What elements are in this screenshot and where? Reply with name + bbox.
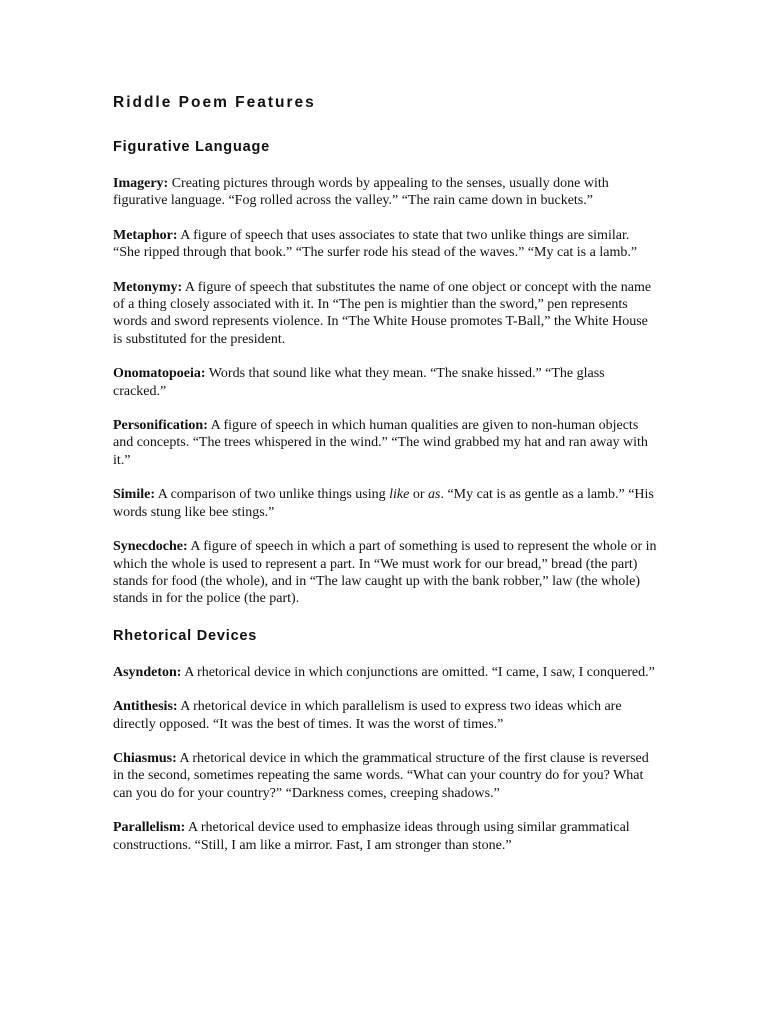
entry-definition-end: . “My cat is as gentle as a lamb.” “His words stung like bee stings.” — [113, 487, 654, 520]
entry-term: Chiasmus: — [113, 750, 177, 766]
entry-definition-start: A comparison of two unlike things using — [155, 487, 390, 503]
entry-term: Asyndeton: — [113, 664, 182, 680]
entry-chiasmus — [113, 750, 658, 802]
section-heading-figurative: Figurative Language — [113, 139, 270, 155]
entry-term: Metaphor: — [113, 227, 178, 243]
entry-imagery — [113, 175, 658, 210]
entry-definition-middle: or — [409, 487, 428, 503]
section-heading-rhetorical: Rhetorical Devices — [113, 627, 258, 644]
entry-metaphor — [113, 227, 658, 262]
entry-definition: A rhetorical device in which the grammatical structure of the first clause is reversed in the second, sometimes repeating the same words. “What can your country do for you? What can you do for your country?” “Darkness comes, creeping shadows.” — [113, 750, 649, 801]
document-page — [113, 90, 658, 871]
entry-term: Personification: — [113, 418, 208, 434]
entry-parallelism — [113, 819, 658, 854]
entry-term: Metonymy: — [113, 279, 183, 295]
entry-asyndeton — [113, 664, 658, 681]
entry-term: Onomatopoeia: — [113, 366, 206, 382]
entry-simile — [113, 486, 658, 521]
entry-definition: A figure of speech that uses associates to state that two unlike things are similar. “She ripped through that book.” “The surfer rode his stead of the waves.” “My cat is a lamb.” — [113, 227, 638, 261]
entry-term: Imagery: — [113, 176, 169, 191]
entry-definition: A figure of speech in which human qualities are given to non-human objects and concepts. “The trees whispered in the wind.” “The wind grabbed my hat and ran away with it.” — [113, 418, 648, 468]
entry-definition: A figure of speech that substitutes the name of one object or concept with the name of a thing closely associated with it. In “The pen is mightier than the sword,” pen represents words and sword represents violence. In “The White House promotes T-Ball,” the White House is substituted for the president. — [113, 279, 652, 347]
italic-word-as: as — [428, 487, 441, 503]
entry-definition: Creating pictures through words by appealing to the senses, usually done with figurative language. “Fog rolled across the valley.” “The rain came down in buckets.” — [113, 176, 609, 209]
italic-word-like: like — [389, 487, 410, 503]
entry-definition: A rhetorical device in which conjunctions are omitted. “I came, I saw, I conquered.” — [181, 664, 655, 680]
entry-onomatopoeia — [113, 365, 658, 400]
entry-definition: A rhetorical device used to emphasize ideas through using similar grammatical constructions. “Still, I am like a mirror. Fast, I am stronger than stone.” — [113, 820, 630, 853]
entry-antithesis — [113, 698, 658, 733]
entry-term: Synecdoche: — [113, 539, 188, 555]
entry-metonymy — [113, 279, 658, 349]
entry-definition: A figure of speech in which a part of something is used to represent the whole or in which the whole is used to represent a part. In “We must work for our bread,” bread (the part) stands for food (the whole), and in “The law caught up with the bank robber,” law (the whole) stands in for the police (the part). — [113, 539, 657, 607]
entry-term: Antithesis: — [113, 699, 178, 715]
entry-definition: A rhetorical device in which parallelism is used to express two ideas which are directly opposed. “It was the best of times. It was the worst of times.” — [113, 699, 622, 732]
document-title: Riddle Poem Features — [113, 94, 316, 111]
entry-definition: Words that sound like what they mean. “The snake hissed.” “The glass cracked.” — [113, 366, 605, 399]
entry-personification — [113, 417, 658, 469]
entry-synecdoche — [113, 538, 658, 608]
entry-term: Parallelism: — [113, 820, 186, 836]
entry-term: Simile: — [113, 487, 155, 503]
